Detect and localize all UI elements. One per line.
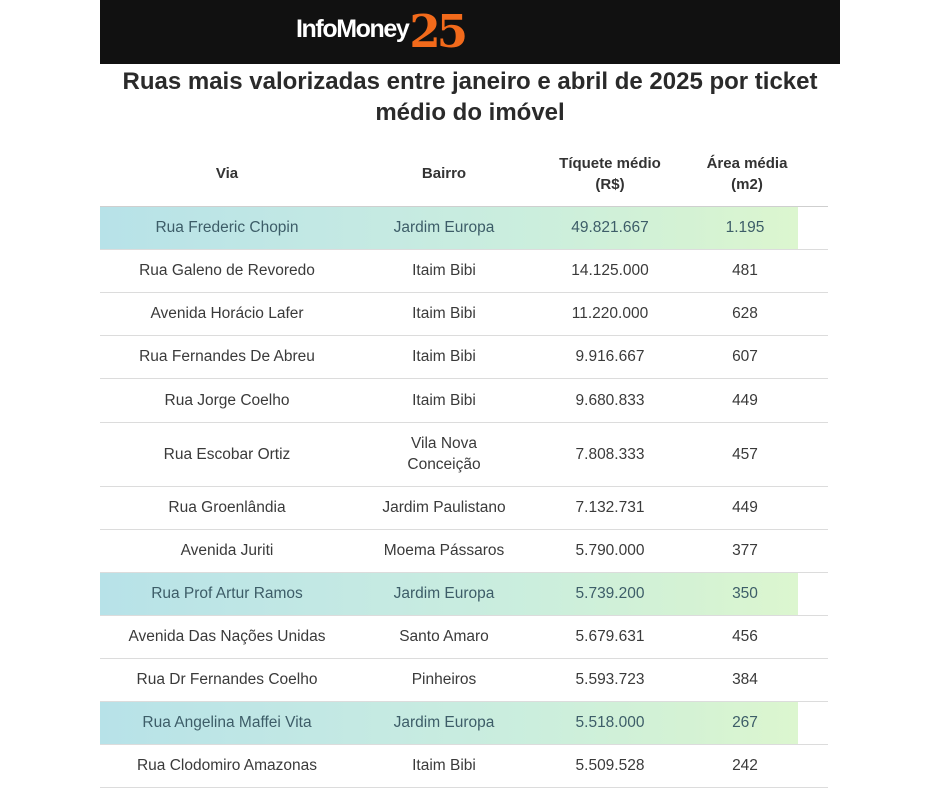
table-row xyxy=(100,658,828,701)
table-row xyxy=(100,744,828,787)
cell-area: 449 xyxy=(686,378,828,422)
cell-via: Avenida Das Nações Unidas xyxy=(100,615,354,658)
cell-tiquete: 5.679.631 xyxy=(534,615,686,658)
table-row xyxy=(100,486,828,529)
table-header-row xyxy=(100,142,828,206)
cell-area: 456 xyxy=(686,615,828,658)
cell-via: Avenida Juriti xyxy=(100,529,354,572)
cell-tiquete: 5.739.200 xyxy=(534,572,686,615)
cell-area: 1.195 xyxy=(686,206,828,249)
table-row xyxy=(100,378,828,422)
cell-area: 350 xyxy=(686,572,828,615)
cell-via: Rua Galeno de Revoredo xyxy=(100,249,354,292)
cell-bairro: Itaim Bibi xyxy=(354,292,534,335)
cell-via: Rua Frederic Chopin xyxy=(100,206,354,249)
cell-via: Rua Fernandes De Abreu xyxy=(100,335,354,378)
page-title: Ruas mais valorizadas entre janeiro e abril de 2025 por ticket médio do imóvel xyxy=(122,68,818,126)
cell-tiquete: 5.593.723 xyxy=(534,658,686,701)
cell-via: Rua Angelina Maffei Vita xyxy=(100,701,354,744)
streets-table xyxy=(100,142,828,788)
cell-area: 449 xyxy=(686,486,828,529)
cell-area: 457 xyxy=(686,422,828,486)
cell-tiquete: 5.790.000 xyxy=(534,529,686,572)
table-row xyxy=(100,701,828,744)
cell-via: Rua Groenlândia xyxy=(100,486,354,529)
cell-via: Rua Escobar Ortiz xyxy=(100,422,354,486)
column-header-area: Área média (m2) xyxy=(686,142,828,206)
cell-via: Rua Dr Fernandes Coelho xyxy=(100,658,354,701)
table-row xyxy=(100,206,828,249)
cell-bairro: Jardim Europa xyxy=(354,701,534,744)
infomoney-logo[interactable] xyxy=(296,4,465,58)
header-bar xyxy=(100,0,840,64)
cell-area: 242 xyxy=(686,744,828,787)
table-row xyxy=(100,249,828,292)
cell-via: Rua Jorge Coelho xyxy=(100,378,354,422)
cell-bairro: Vila Nova Conceição xyxy=(354,422,534,486)
cell-bairro: Jardim Paulistano xyxy=(354,486,534,529)
cell-area: 628 xyxy=(686,292,828,335)
table-row xyxy=(100,615,828,658)
cell-tiquete: 14.125.000 xyxy=(534,249,686,292)
cell-tiquete: 9.916.667 xyxy=(534,335,686,378)
cell-tiquete: 7.808.333 xyxy=(534,422,686,486)
cell-bairro: Moema Pássaros xyxy=(354,529,534,572)
column-header-bairro: Bairro xyxy=(354,142,534,206)
cell-tiquete: 9.680.833 xyxy=(534,378,686,422)
cell-tiquete: 49.821.667 xyxy=(534,206,686,249)
cell-bairro: Jardim Europa xyxy=(354,572,534,615)
cell-area: 607 xyxy=(686,335,828,378)
cell-area: 481 xyxy=(686,249,828,292)
cell-bairro: Itaim Bibi xyxy=(354,249,534,292)
cell-via: Rua Clodomiro Amazonas xyxy=(100,744,354,787)
logo-number: 25 xyxy=(409,4,465,58)
column-header-via: Via xyxy=(100,142,354,206)
cell-via: Rua Prof Artur Ramos xyxy=(100,572,354,615)
table-row xyxy=(100,292,828,335)
cell-bairro: Santo Amaro xyxy=(354,615,534,658)
cell-bairro: Pinheiros xyxy=(354,658,534,701)
table-row xyxy=(100,335,828,378)
cell-bairro: Itaim Bibi xyxy=(354,744,534,787)
cell-tiquete: 11.220.000 xyxy=(534,292,686,335)
table-row xyxy=(100,529,828,572)
table-row xyxy=(100,422,828,486)
cell-bairro: Itaim Bibi xyxy=(354,378,534,422)
cell-tiquete: 5.518.000 xyxy=(534,701,686,744)
cell-area: 267 xyxy=(686,701,828,744)
table-row xyxy=(100,572,828,615)
cell-bairro: Itaim Bibi xyxy=(354,335,534,378)
cell-via: Avenida Horácio Lafer xyxy=(100,292,354,335)
cell-bairro: Jardim Europa xyxy=(354,206,534,249)
cell-tiquete: 7.132.731 xyxy=(534,486,686,529)
column-header-tiquete: Tíquete médio (R$) xyxy=(534,142,686,206)
cell-area: 377 xyxy=(686,529,828,572)
cell-tiquete: 5.509.528 xyxy=(534,744,686,787)
logo-wordmark: InfoMoney xyxy=(296,14,409,43)
cell-area: 384 xyxy=(686,658,828,701)
